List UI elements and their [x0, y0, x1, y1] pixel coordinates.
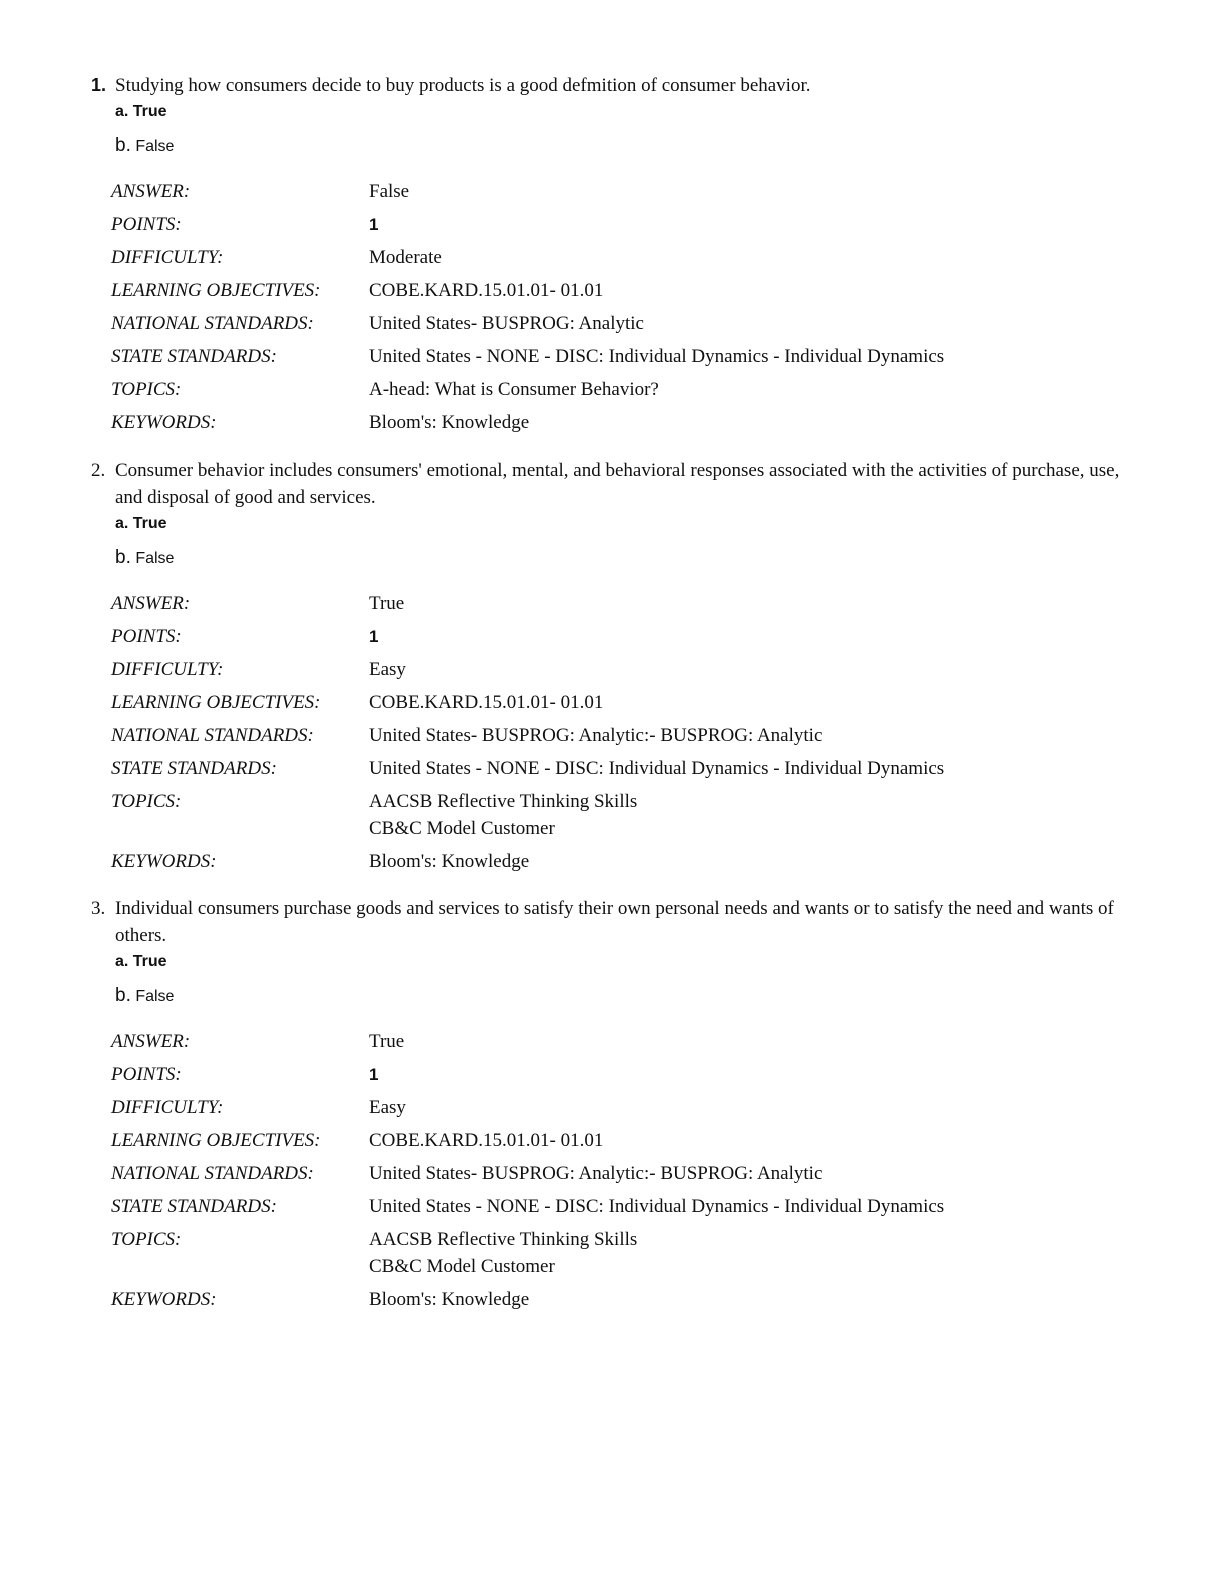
difficulty-value: Moderate: [369, 247, 442, 268]
option-a: a. True: [115, 103, 167, 120]
national-standards-label: NATIONAL STANDARDS:: [111, 1163, 314, 1184]
learning-objectives-label: LEARNING OBJECTIVES:: [111, 692, 321, 713]
question-metadata: [0, 1028, 1224, 1313]
keywords-label: KEYWORDS:: [111, 1289, 217, 1310]
keywords-label: KEYWORDS:: [111, 412, 217, 433]
topic-item: AACSB Reflective Thinking Skills: [369, 791, 638, 812]
option-b-text: False: [135, 988, 175, 1005]
answer-label: ANSWER:: [111, 593, 191, 614]
difficulty-value: Easy: [369, 1097, 406, 1118]
points-row: [111, 623, 1224, 650]
question-text: Individual consumers purchase goods and services to satisfy their own personal needs and wants or to satisfy the need and wants of others.: [115, 898, 1114, 946]
answer-options: [0, 514, 1224, 582]
answer-label: ANSWER:: [111, 1031, 191, 1052]
question-3: [0, 895, 1224, 1319]
question-1: [0, 72, 1224, 442]
national-standards-row: [111, 1160, 1224, 1187]
question-2: [0, 457, 1224, 881]
points-label: POINTS:: [111, 214, 182, 235]
learning-objectives-row: [111, 1127, 1224, 1154]
learning-objectives-label: LEARNING OBJECTIVES:: [111, 280, 321, 301]
answer-options: [0, 102, 1224, 170]
question-number: 3.: [91, 898, 106, 919]
difficulty-row: [111, 244, 1224, 271]
national-standards-value: United States- BUSPROG: Analytic: [369, 313, 644, 334]
answer-value: False: [369, 181, 410, 202]
keywords-value: Bloom's: Knowledge: [369, 1289, 530, 1310]
keywords-row: [111, 848, 1224, 875]
state-standards-value: United States - NONE - DISC: Individual Dynamics - Individual Dynamics: [369, 1196, 945, 1217]
question-stem: [0, 895, 1121, 949]
difficulty-row: [111, 1094, 1224, 1121]
option-b: [115, 136, 1224, 170]
points-value: 1: [369, 627, 379, 646]
topics-label: TOPICS:: [111, 1229, 182, 1250]
keywords-row: [111, 409, 1224, 436]
difficulty-label: DIFFICULTY:: [111, 659, 224, 680]
difficulty-value: Easy: [369, 659, 406, 680]
learning-objectives-row: [111, 689, 1224, 716]
state-standards-label: STATE STANDARDS:: [111, 346, 277, 367]
option-a: a. True: [115, 515, 167, 532]
keywords-row: [111, 1286, 1224, 1313]
question-number: 2.: [91, 460, 106, 481]
topics-label: TOPICS:: [111, 791, 182, 812]
points-value: 1: [369, 1065, 379, 1084]
national-standards-row: [111, 310, 1224, 337]
option-b: [115, 986, 1224, 1020]
option-b-letter: b.: [115, 547, 131, 568]
points-value: 1: [369, 215, 379, 234]
answer-row: [111, 590, 1224, 617]
topic-item: AACSB Reflective Thinking Skills: [369, 1229, 638, 1250]
question-metadata: [0, 178, 1224, 436]
difficulty-row: [111, 656, 1224, 683]
points-row: [111, 211, 1224, 238]
points-label: POINTS:: [111, 1064, 182, 1085]
state-standards-row: [111, 1193, 1224, 1220]
answer-options: [0, 952, 1224, 1020]
question-stem: [0, 72, 1121, 99]
national-standards-value: United States- BUSPROG: Analytic:- BUSPROG: Analytic: [369, 1163, 823, 1184]
national-standards-label: NATIONAL STANDARDS:: [111, 313, 314, 334]
topics-row: [111, 788, 1224, 842]
state-standards-value: United States - NONE - DISC: Individual Dynamics - Individual Dynamics: [369, 758, 945, 779]
state-standards-value: United States - NONE - DISC: Individual Dynamics - Individual Dynamics: [369, 346, 945, 367]
keywords-value: Bloom's: Knowledge: [369, 412, 530, 433]
question-metadata: [0, 590, 1224, 875]
state-standards-label: STATE STANDARDS:: [111, 1196, 277, 1217]
topics-label: TOPICS:: [111, 379, 182, 400]
answer-value: True: [369, 593, 405, 614]
learning-objectives-label: LEARNING OBJECTIVES:: [111, 1130, 321, 1151]
option-b: [115, 548, 1224, 582]
difficulty-label: DIFFICULTY:: [111, 247, 224, 268]
keywords-value: Bloom's: Knowledge: [369, 851, 530, 872]
option-b-letter: b.: [115, 135, 131, 156]
state-standards-row: [111, 755, 1224, 782]
option-a: a. True: [115, 953, 167, 970]
answer-value: True: [369, 1031, 405, 1052]
points-row: [111, 1061, 1224, 1088]
option-b-letter: b.: [115, 985, 131, 1006]
topic-item: CB&C Model Customer: [369, 818, 555, 839]
national-standards-value: United States- BUSPROG: Analytic:- BUSPROG: Analytic: [369, 725, 823, 746]
question-text: Consumer behavior includes consumers' emotional, mental, and behavioral responses associated with the activities of purchase, use, and disposal of good and services.: [115, 460, 1120, 508]
answer-label: ANSWER:: [111, 181, 191, 202]
topic-item: A-head: What is Consumer Behavior?: [369, 379, 659, 400]
topics-row: [111, 376, 1224, 403]
national-standards-row: [111, 722, 1224, 749]
difficulty-label: DIFFICULTY:: [111, 1097, 224, 1118]
learning-objectives-value: COBE.KARD.15.01.01- 01.01: [369, 1130, 604, 1151]
learning-objectives-value: COBE.KARD.15.01.01- 01.01: [369, 692, 604, 713]
answer-row: [111, 178, 1224, 205]
state-standards-row: [111, 343, 1224, 370]
option-b-text: False: [135, 550, 175, 567]
keywords-label: KEYWORDS:: [111, 851, 217, 872]
learning-objectives-value: COBE.KARD.15.01.01- 01.01: [369, 280, 604, 301]
question-stem: [0, 457, 1121, 511]
state-standards-label: STATE STANDARDS:: [111, 758, 277, 779]
answer-row: [111, 1028, 1224, 1055]
question-number: 1.: [91, 75, 107, 95]
topic-item: CB&C Model Customer: [369, 1256, 555, 1277]
national-standards-label: NATIONAL STANDARDS:: [111, 725, 314, 746]
learning-objectives-row: [111, 277, 1224, 304]
question-text: Studying how consumers decide to buy products is a good defmition of consumer behavior.: [115, 75, 811, 96]
topics-row: [111, 1226, 1224, 1280]
points-label: POINTS:: [111, 626, 182, 647]
option-b-text: False: [135, 138, 175, 155]
